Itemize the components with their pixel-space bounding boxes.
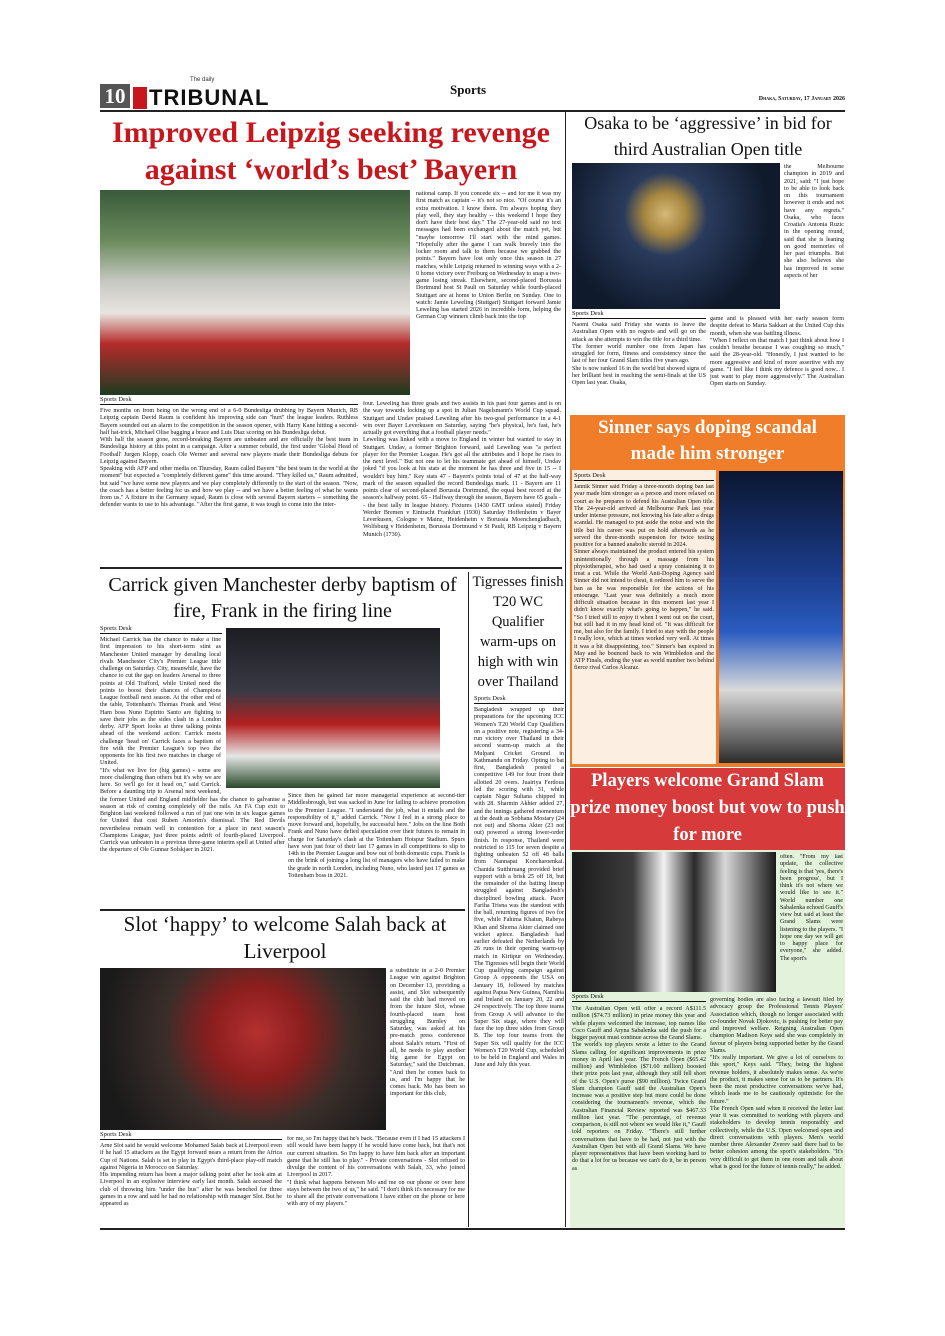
section-title: Sports (450, 82, 487, 97)
carrick-headline[interactable]: Carrick given Manchester derby baptism of fire, Frank in the firing line (108, 574, 457, 622)
leipzig-body-right (363, 401, 561, 566)
paragraph: Leweling was linked with a move to England in winter but wanted to stay in Stuttgart. Undav, a former Brighton forward, said Leweling was "a perfect player for the Premier League. He's got all the attributes and I hope he rises to the next level." But not one to let his teammate get ahead of himself, Undav joked "if you look at his stats at the moment he has three and five in 15 -- I wouldn't buy him." Key stats 47 - Bayern's points total of 47 at the half-way mark of the season equalled the record Bundesliga mark. 11 - Bayern are 11 points clear of second-placed Borussia Dortmund, the equal best record at the season's halfway point. 65 - Halfway through the season, Bayern have 65 goals -- the best tally in league history. Fixtures (1430 GMT unless stated) Friday Werder Bremen v Eintracht Frankfurt (1930) Saturday Hoffenheim v Bayer Leverkusen, Cologne v Mainz, Heidenheim v Borussia Moenchengladbach, Wolfsburg v Heidenheim, Borussia Dortmund v St Pauli, RB Leipzig v Bayern Munich (1730). (363, 437, 561, 538)
sinner-box (570, 415, 845, 767)
osaka-byline: Sports Desk (572, 310, 706, 319)
salah-body-right (287, 1136, 465, 1227)
tigresses-article (472, 572, 564, 1225)
osaka-photo (572, 163, 780, 309)
carrick-byline: Sports Desk (100, 625, 222, 634)
paragraph: Michael Carrick has the chance to make a fine first impression to his short-term stint as Manchester United manager by derailing local rivals Manchester City's Premier League title challenge on Saturday. City, meanwhile, have the chance to cut the gap on leaders Arsenal to three points at Old Trafford, while United need the points to boost their chances of Champions League football next season. At the other end of the table, Tottenham's Thomas Frank and West Ham boss Nuno Espirito Santo are fighting to save their jobs as the sides clash in a London derby. AFP Sport looks at three talking points ahead of the weekend action: Carrick meets challenge 'head on' Carrick faces a baptism of fire with the Premier League's top two the opponents for his first two matches in charge of United. (100, 637, 221, 767)
salah-col-right: a substitute in a 2-0 Premier League win against Brighton on December 13, providing a assist, and Slot subsequently said the club had moved on from the future Slot, whose fourth-placed team host struggling Burnley on Saturday, was asked at his pre-match press conference about Salah's return. "First of all, he needs to play another big game for Egypt on Saturday," said the Dutchman. "And then he comes back to us, and I'm happy that he comes back. Mo has been so important for this club, (390, 968, 465, 1098)
dateline: Dhaka, Saturday, 17 January 2026 (758, 96, 845, 102)
osaka-body-right (710, 316, 844, 412)
paragraph: Jannik Sinner said Friday a three-month doping ban last year made him stronger as a person and more relaxed on court as he prepares to defend his Australian Open title. The 24-year-old arrived at Melbourne Park last year under intense pressure, not knowing his fate after a drugs scandal. He managed to put aside the noise and win the title but his career was put on hold afterwards as he served the three-month suspension for twice testing positive for a banned anabolic steroid in 2024. (574, 484, 714, 548)
page-number: 10 (100, 84, 130, 108)
paragraph: Arne Slot said he would welcome Mohamed Salah back at Liverpool even if he had 15 attackers as the Egypt forward nears a return from the Africa Cup of Nations. Salah is set to play in Egypt's third-place play-off match against Nigeria in Morocco on Saturday. (100, 1143, 282, 1171)
tigresses-byline: Sports Desk (474, 695, 564, 704)
masthead (100, 77, 845, 112)
logo-tagline: The daily (190, 77, 215, 83)
paragraph: "It's really important. We give a lot of ourselves to this sport," Keys said. "They, being the highest revenue holders, it absolutely makes sense. As we're the product, it makes sense for us to be partners. It's been the most productive conversations we've had, which leads me to be cautiously optimistic for the future." (710, 1055, 843, 1105)
leipzig-photo (100, 190, 410, 395)
paragraph: His impending return has been a major talking point after he took aim at Liverpool in an explosive interview early last month. Salah accused the club of throwing him "under the bus" after he was benched for three games in a row and said he had no relationship with manager Slot. But he appeared as (100, 1172, 282, 1207)
paragraph: The French Open said when it received the letter last year it was committed to working with players and stakeholders to develop tennis responsibly and collectively, while the U.S. Open welcomed open and direct conversations with players. Men's world number three Alexander Zverev said there had to be better cohesion among the sport's stakeholders. "It's very difficult to get them in one room and talk about what is good for the future of tennis really," he added. (710, 1105, 843, 1170)
paragraph: Five months on from being on the wrong end of a 6-0 Bundesliga drubbing by Bayern Munich, RB Leipzig captain David Raum is confident his improving side can "hurt" the league leaders. Ruthless Bayern sounded out an alarm to the competition in the season opener, with Harry Kane hitting a second-half hat-trick, Michael Olise bagging a brace and Luis Diaz scoring on his Bundesliga debut. (100, 408, 358, 436)
paragraph: governing bodies are also facing a lawsuit filed by advocacy group the Professional Tennis Players' Association which, though no longer associated with co-founder Novak Djokovic, is pushing for better pay and improved welfare. Reigning Australian Open champion Madison Keys said she was completely in favour of players being supported better by the Grand Slams. (710, 997, 843, 1054)
paragraph: Sinner always maintained the product entered his system unintentionally through a massage from his physiotherapist, who had used a spray containing it to treat a cut. While the World Anti-Doping Agency said Sinner did not intend to cheat, it ordered him to serve the ban as he was responsible for the actions of his entourage. "Last year was definitely a much more difficult situation because in this moment last year I didn't know exactly what's going to happen," he said. "So I tried still to enjoy it when I went out on the court, but still had it in my head kind of. "It was difficult for me, but also for the family. I tried to stay with the people I really love, which at times worked very well. At times it was a bit disappointing, too." Sinner's ban expired in May and he bounced back to win Wimbledon and the ATP Finals, ending the year as world number two behind fierce rival Carlos Alcaraz. (574, 549, 714, 672)
paragraph: "It's what we live for (big games) - some are more challenging than others but it's why we are here. So we'll go for it head on," said Carrick. Before a daunting trip to Arsenal next weekend, the former United and England midfielder has the chance to galvanise a season at risk of coming completely off the rails. An FA Cup exit to Brighton last weekend followed a run of just one win in six league games for United that cost Ruben Amorim's dismissal. The Red Devils nevertheless remain well in contention for a place in next season's Champions League, just three points adrift of fourth-placed Liverpool. Carrick was unbeaten in a previous three-game interim spell at United after the departure of Ole Gunnar Solskjaer in 2021. (100, 767, 285, 854)
paragraph: four. Leweling has three goals and two assists in his past four games and is on the way towards locking up a spot in Julian Nagelsmann's World Cup squad. Stuttgart and Undav praised Leweling after his two-goal performance in a 4-1 win over Bayer Leverkusen on Saturday, saying "he's physical, he's fast, he's actually got everything that a football player needs." (363, 401, 561, 436)
sinner-body (574, 484, 714, 764)
paragraph: Naomi Osaka said Friday she wants to leave the Australian Open with no regrets and will go on the attack as she attempts to win the title for a third time. (572, 322, 706, 343)
osaka-body-left (572, 322, 706, 412)
logo: TRIBUNAL (133, 87, 269, 109)
sinner-text-panel (572, 470, 716, 764)
leipzig-body-left (100, 408, 358, 566)
leipzig-headline[interactable]: Improved Leipzig seeking revenge against ‘world’s best’ Bayern (111, 116, 551, 186)
salah-photo (100, 968, 386, 1130)
paragraph: The Australian Open will offer a record A$111.5 million ($74.73 million) in prize money this year and while players welcomed the increase, top names like Coco Gauff and Aryna Sabalenka said the push for a bigger payout must continue across the Grand Slams. (572, 1006, 706, 1041)
sinner-photo (719, 471, 843, 763)
bottom-rule (100, 1228, 845, 1230)
salah-byline: Sports Desk (100, 1131, 282, 1140)
grandslam-body-right (710, 997, 843, 1226)
osaka-headline[interactable]: Osaka to be ‘aggressive’ in bid for third Australian Open title (584, 113, 832, 159)
tigresses-headline[interactable]: Tigresses finish T20 WC Qualifier warm-ups on high with win over Thailand (472, 574, 564, 690)
sinner-headline[interactable]: Sinner says doping scandal made him stronger (598, 417, 817, 464)
carrick-photo (226, 628, 440, 788)
grandslam-box (570, 768, 845, 1228)
column-divider (565, 112, 566, 1227)
paragraph: She is now ranked 16 in the world but showed signs of her brilliant best in reaching the semi-finals at the US Open last year. Osaka, (572, 365, 706, 386)
salah-headline[interactable]: Slot ‘happy’ to welcome Salah back at Liverpool (123, 912, 447, 963)
paragraph: game and is pleased with her early season form despite defeat to Maria Sakkari at the United Cup this month, when she was battling illness. (710, 316, 844, 337)
paragraph: The former world number one from Japan has struggled for form, fitness and consistency since the last of her four Grand Slam titles five years ago. (572, 343, 706, 365)
paragraph: for me, so I'm happy that he's back. "Because even if I had 15 attackers I still would have been happy if he would have come back, but that's not our current situation. So I'm happy to have him back after an important game that he still has to play." - Private conversations - Slot refused to divulge the content of his conversations with Salah, 33, who joined Liverpool in 2017. (287, 1136, 465, 1179)
osaka-col-right: the Melbourne champion in 2019 and 2021, said: "I just hope to be able to look back on this tournament however it ends and not have any regrets." Osaka, who faces Croatia's Antonia Ruzic in the opening round, said that she is leaning on good memories of her past triumphs. But she also believes she has improved in some aspects of her (784, 164, 844, 279)
paragraph: The world's top players wrote a letter to the Grand Slams calling for significant improvements in prize money in April last year. The French Open ($65.42 million) and Wimbledon ($71.60 million) boosted their prize pots last year, although they still fell short of the U.S. Open's purse ($90 million). Twice Grand Slam champion Gauff said the Australian Open's increase was a positive step but more could be done considering the tournament's revenue, which the Australian Financial Review reported was $467.33 million last year. "The percentage, of revenue comparison, is still not where we would like it," Gauff told reporters on Friday. "There's still further conversations that have to be had, not just with the Australian Open but with all Grand Slams. We have player representatives that have been working hard to do that a lot for us because we can't do it, be in person as (572, 1042, 706, 1172)
column-divider (468, 572, 469, 1227)
paragraph: Speaking with AFP and other media on Thursday, Raum called Bayern "the best team in the world at the moment" but expected a "completely different game" this time around. "They killed us," Raum admitted, but said "we have some new players and we play completely differently to the start of the season. "Now, the coach has a better feeling for us and how we play -- and we have a better feeling of what he wants from us." A fixture in the Germany squad, Raum is close with several Bayern starters -- something the defender wants to use to his advantage. "After the first game, it was tough to come into the inter- (100, 466, 358, 509)
salah-body-left (100, 1143, 282, 1227)
leipzig-byline: Sports Desk (100, 396, 358, 405)
paragraph: "When I reflect on that match I just think about how I couldn't breathe because I was coughing so much," said the 28-year-old. "Honestly, I just wanted to be more aggressive and kind of more assertive with my game. "I feel like I think my defence is good now... I just want to play more aggressively." The Australian Open starts on Sunday. (710, 337, 844, 388)
grandslam-body-left (572, 1006, 706, 1226)
paragraph: With half the season gone, record-breaking Bayern are unbeaten and are officially the best team in Bundesliga history at this point in a campaign. After a summer rebuild, the first under 'Global Head of Football' Jurgen Klopp, coach Ole Werner and several new players made their Bundesliga debuts for Leipzig against Bayern. (100, 437, 358, 465)
carrick-body-right: Since then he gained far more managerial experience at second-tier Middlesbrough, but was sacked in June for failing to achieve promotion to the Premier League. "I understand the job, what it entails and the responsibility of it," added Carrick. "Now I feel in a strong place to move forward and, hopefully, be successful here." Jobs on the line Both Frank and Nuno have defied speculation over their futures to remain in charge for Saturday's clash at the Tottenham Hotspur Stadium. Spurs have won just four of their last 17 games in all competitions to slip to 14th in the Premier League and bow out of both domestic cups. Frank is on the brink of joining a long list of managers who have failed to make the grade in north London, including Nuno, who lasted just 17 games as Tottenham boss in 2021. (288, 793, 465, 879)
divider (100, 567, 562, 569)
grandslam-headline[interactable]: Players welcome Grand Slam prize money boost but vow to push for more (570, 768, 845, 850)
grandslam-photo (572, 852, 776, 992)
grandslam-col-right: often. "From my last update, the collective feeling is that 'yes, there's been progress', but I think it's not where we would like to see it." World number one Sabalenka echoed Gauff's view but said at least the Grand Slams were listening to the players. "I hope one day we will get to happy place for everyone," she added. The sport's (780, 854, 843, 962)
grandslam-byline: Sports Desk (572, 993, 706, 1002)
leipzig-col-right: national camp. If you concede six -- and for me it was my first match as captain -- it's not so nice. "Of course it's an extra motivation. I know them. I'm always hoping they play well, they stay healthy -- this weekend I hope they don't have their best day." The 27-year-old said no text messages had been exchanged about the match yet, but "maybe tomorrow I'll start with the mind games. "Hopefully after the game I can walk bravely into the locker room and talk to them because we grabbed the points." Bayern have lost only once this season in 27 matches, while Leipzig returned to winning ways with a 2-0 home victory over Freiburg on Wednesday to snap a two-game losing streak. Elsewhere, second-placed Borussia Dortmund host St Pauli on Saturday while fourth-placed Stuttgart are at home to Union Berlin on Sunday. One to watch: Jamie Leweling (Stuttgart) Stuttgart forward Jamie Leweling has started 2026 in incredible form, helping the German Cup winners climb back into the top (416, 191, 561, 321)
paragraph: "I think what happens between Mo and me on our phone or over here stays between the two of us," he said. "I don't think it's necessary for me to share all the private conversations I have either on the phone or here with any of my players." (287, 1179, 465, 1208)
tigresses-body: Bangladesh wrapped up their preparations for the upcoming ICC Women's T20 World Cup Qualifiers on a positive note, registering a 34-run victory over Thailand in their second warm-up match at the Mulpani Cricket Ground in Kathmandu on Friday. Opting to bat first, Bangladesh posted a competitive 149 for four from their allotted 20 overs. Juairiya Ferdous led the scoring with 31, while captain Nigar Sultana chipped in with 28. Sharmin Akhter added 27, and the innings gathered momentum at the death as Sobhana Mostary (24 not out) and Shorna Akter (23 not out) powered a strong lower-order finish. In response, Thailand were restricted to 115 for seven despite a fighting unbeaten 52 off 48 balls from Nannapat Koncharoenkai. Chanida Sutthiruang provided brief support with a brisk 25 off 18, but the remainder of the batting lineup struggled against Bangladesh's disciplined bowling attack. Pacer Fariha Trisna was the standout with the ball, returning figures of two for five, while Fahima Khatun, Rabeya Khan and Shorna Akter claimed one wicket apiece. Bangladesh had earlier defeated the Netherlands by 26 runs in their opening warm-up match in Kirtipur on Wednesday. The Tigresses will begin their World Cup qualifying campaign against Group A opponents the USA on January 18, followed by matches against Papua New Guinea, Namibia and Ireland on January 20, 22 and 24 respectively. The top three teams from Group A will advance to the Super Six stage, where they will face the top three sides from Group B. The top four teams from the Super Six will qualify for the ICC Women's T20 World Cup, scheduled to be held in England and Wales in June and July this year. (474, 707, 564, 1069)
sinner-byline: Sports Desk (574, 472, 714, 481)
